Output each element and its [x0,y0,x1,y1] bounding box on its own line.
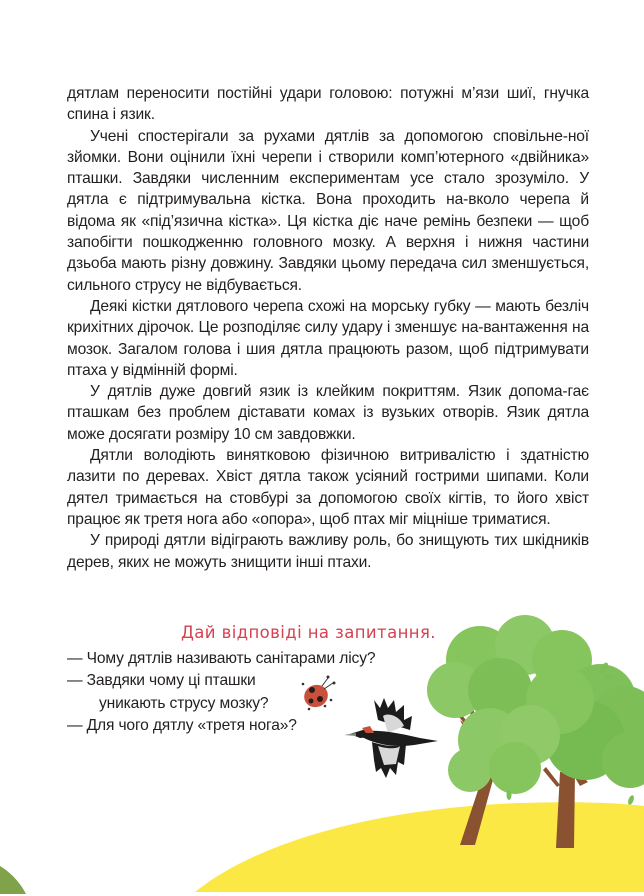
paragraph: У природі дятли відіграють важливу роль, бо знищують тих шкідників дерев, яких не можуть знищити інші птахи. [67,532,589,571]
paragraph: дятлам переносити постійні удари головою: потужні м’язи шиї, гнучка спина і язик. [67,85,589,124]
hill-icon [195,802,644,892]
paragraph: Учені спостерігали за рухами дятлів за допомогою сповільне-ної зйомки. Вони оцінили їхні черепи і створили комп’ютерного «двійника» пташки. Завдяки численним експериментам усе стало зрозуміло. У дятла є підтримувальна кістка. Вона проходить на-вколо черепа й відома як «під’язична кістка». Ця кістка діє наче ремінь безпеки — щоб запобігти пошкодженню головного мозку. А верхня і нижня частини дзьоба мають різну довжину. Завдяки цьому передача сил зменшується, сильного струсу не відбувається. [67,127,589,294]
questions-heading: Дай відповіді на запитання. [181,623,436,642]
questions-list [67,648,375,737]
question-item: — Для чого дятлу «третя нога»? [67,716,297,734]
article-body [67,83,589,573]
tree-icon [427,615,644,848]
question-item: — Чому дятлів називають санітарами лісу? [67,650,376,667]
question-item: — Завдяки чому ці пташки [67,672,256,690]
question-item-continuation: уникають струсу мозку? [99,694,269,712]
paragraph: У дятлів дуже довгий язик із клейким покриттям. Язик допома-гає пташкам без проблем діставати комах із вузьких отворів. Язик дятла може досягати розміру 10 см завдовжки. [67,383,589,443]
corner-leaf-icon [0,866,26,894]
paragraph: Деякі кістки дятлового черепа схожі на морську губку — мають безліч крихітних дірочок. Це розподіляє силу удару і зменшує на-вантаження на мозок. Загалом голова і шия дятла працюють разом, щоб підтримувати птаха у відмінній формі. [67,297,589,379]
paragraph: Дятли володіють винятковою фізичною витривалістю і здатністю лазити по деревах. Хвіст дятла також усіяний гострими шипами. Коли дятел тримається на стовбурі за допомогою своїх кігтів, то його хвіст працює як третя нога або «опора», щоб птах міг міцніше триматися. [67,447,589,528]
